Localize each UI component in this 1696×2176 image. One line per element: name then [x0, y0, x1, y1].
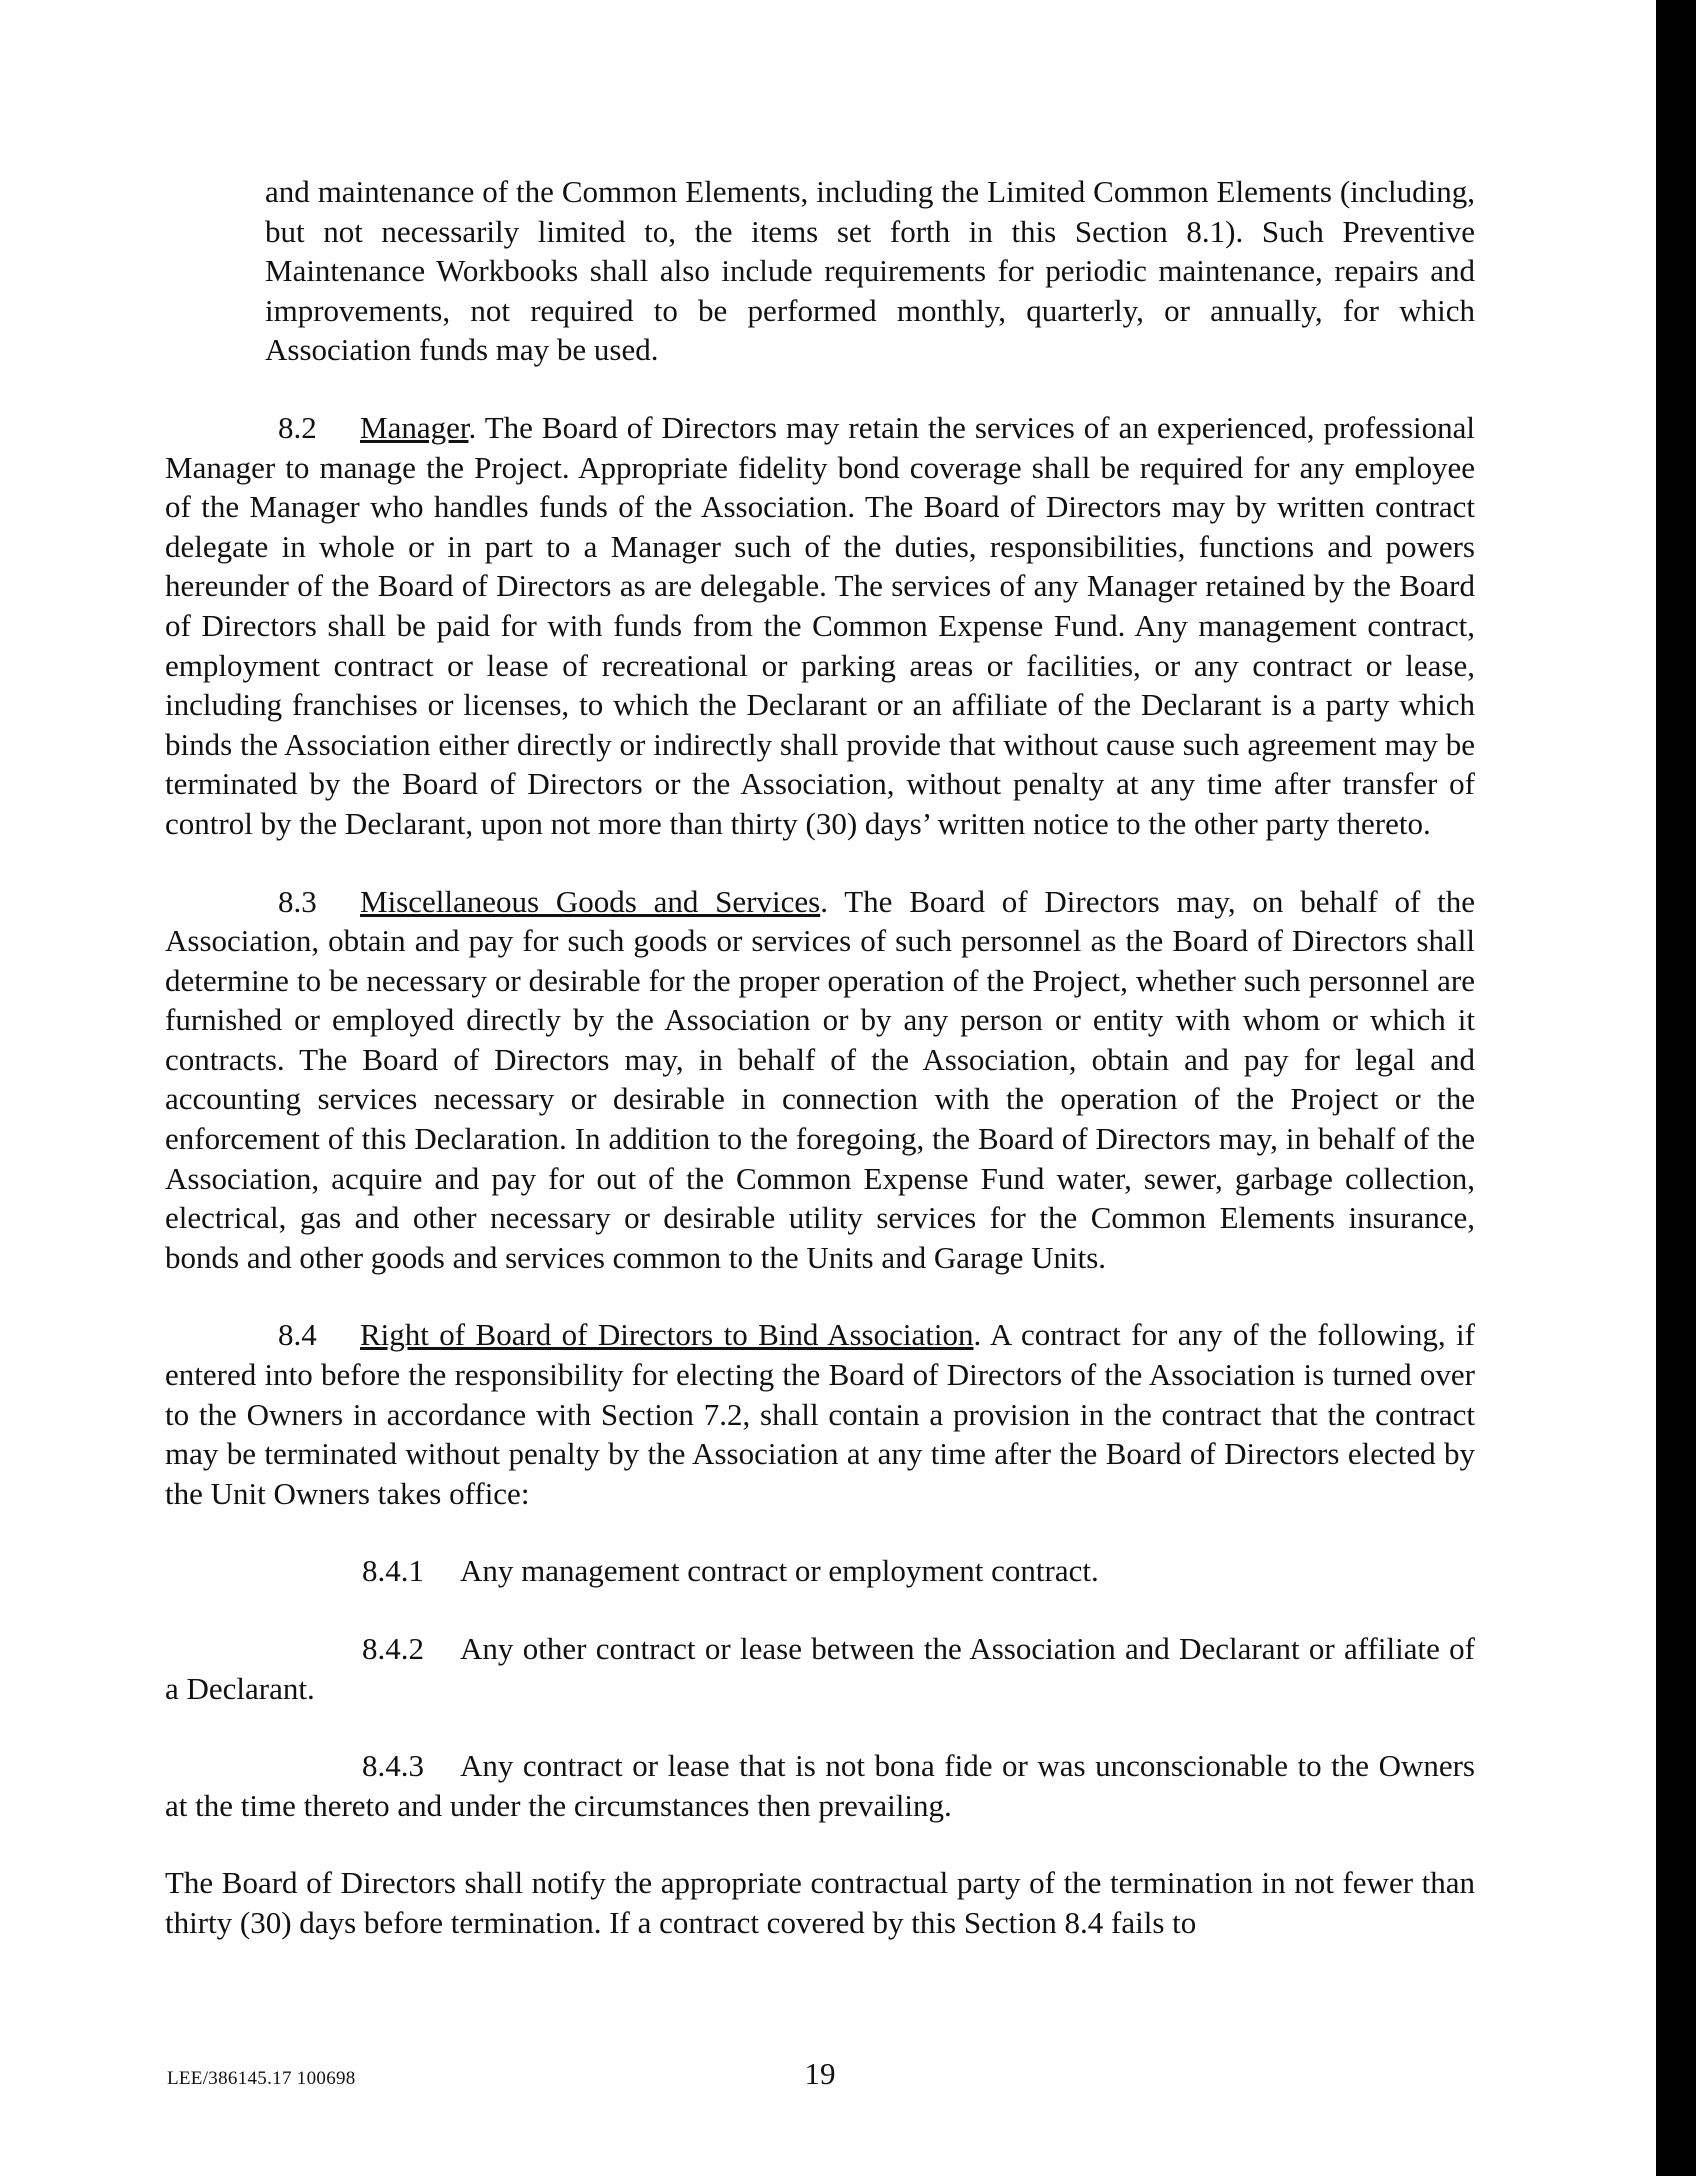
- closing-paragraph: The Board of Directors shall notify the appropriate contractual party of the termination in not fewer than thirty (30) days before termination. If a contract covered by this Section 8.4 fails to: [165, 1865, 1475, 1940]
- subsection-8-4-3: [165, 1746, 1475, 1825]
- subsection-number: 8.4.1: [362, 1553, 424, 1589]
- section-heading: Miscellaneous Goods and Services: [360, 883, 821, 919]
- document-body: [165, 172, 1475, 1943]
- document-id: LEE/386145.17 100698: [167, 2068, 356, 2089]
- section-number: 8.2: [278, 409, 317, 445]
- subsection-number: 8.4.2: [362, 1631, 424, 1666]
- section-8-4: [165, 1315, 1475, 1513]
- section-number: 8.4: [278, 1317, 317, 1353]
- subsection-text: Any contract or lease that is not bona fide or was unconscionable to the Owners at the time thereto and under the circumstances then prevailing.: [165, 1748, 1475, 1823]
- subsection-8-4-2: [165, 1629, 1475, 1708]
- subsection-8-4-1: [165, 1551, 1475, 1591]
- section-number: 8.3: [278, 883, 317, 919]
- subsection-text: Any management contract or employment contract.: [460, 1553, 1099, 1589]
- section-8-3: [165, 882, 1475, 1278]
- section-heading: Manager: [360, 409, 469, 445]
- scan-edge-bar: [1656, 0, 1696, 2176]
- section-text: . The Board of Directors may, on behalf of the Association, obtain and pay for such goods or services of such personnel as the Board of Directors shall determine to be necessary or desirable for the proper operation of the Project, whether such personnel are furnished or employed directly by the Association or by any person or entity with whom or which it contracts. The Board of Directors may, in behalf of the Association, obtain and pay for legal and accounting services necessary or desirable in connection with the operation of the Project or the enforcement of this Declaration. In addition to the foregoing, the Board of Directors may, in behalf of the Association, acquire and pay for out of the Common Expense Fund water, sewer, garbage collection, electrical, gas and other necessary or desirable utility services for the Common Elements insurance, bonds and other goods and services common to the Units and Garage Units.: [165, 883, 1475, 1275]
- page-number: 19: [804, 2056, 836, 2091]
- section-heading: Right of Board of Directors to Bind Association: [360, 1317, 974, 1353]
- section-8-2: [165, 408, 1475, 844]
- intro-paragraph: and maintenance of the Common Elements, including the Limited Common Elements (including, but not necessarily limited to, the items set forth in this Section 8.1). Such Preventive Maintenance Workbooks shall also include requirements for periodic maintenance, repairs and improvements, not required to be performed monthly, quarterly, or annually, for which Association funds may be used.: [265, 174, 1475, 368]
- section-text: . The Board of Directors may retain the services of an experienced, professional Manager to manage the Project. Appropriate fidelity bond coverage shall be required for any employee of the Manager who handles funds of the Association. The Board of Directors may by written contract delegate in whole or in part to a Manager such of the duties, responsibilities, functions and powers hereunder of the Board of Directors as are delegable. The services of any Manager retained by the Board of Directors shall be paid for with funds from the Common Expense Fund. Any management contract, employment contract or lease of recreational or parking areas or facilities, or any contract or lease, including franchises or licenses, to which the Declarant or an affiliate of the Declarant is a party which binds the Association either directly or indirectly shall provide that without cause such agreement may be terminated by the Board of Directors or the Association, without penalty at any time after transfer of control by the Declarant, upon not more than thirty (30) days’ written notice to the other party thereto.: [165, 409, 1475, 841]
- subsection-number: 8.4.3: [362, 1748, 424, 1784]
- subsection-text: Any other contract or lease between the Association and Declarant or affiliate of a Declarant.: [165, 1631, 1475, 1706]
- section-text: . A contract for any of the following, if entered into before the responsibility for electing the Board of Directors of the Association is turned over to the Owners in accordance with Section 7.2, shall contain a provision in the contract that the contract may be terminated without penalty by the Association at any time after the Board of Directors elected by the Unit Owners takes office:: [165, 1317, 1475, 1511]
